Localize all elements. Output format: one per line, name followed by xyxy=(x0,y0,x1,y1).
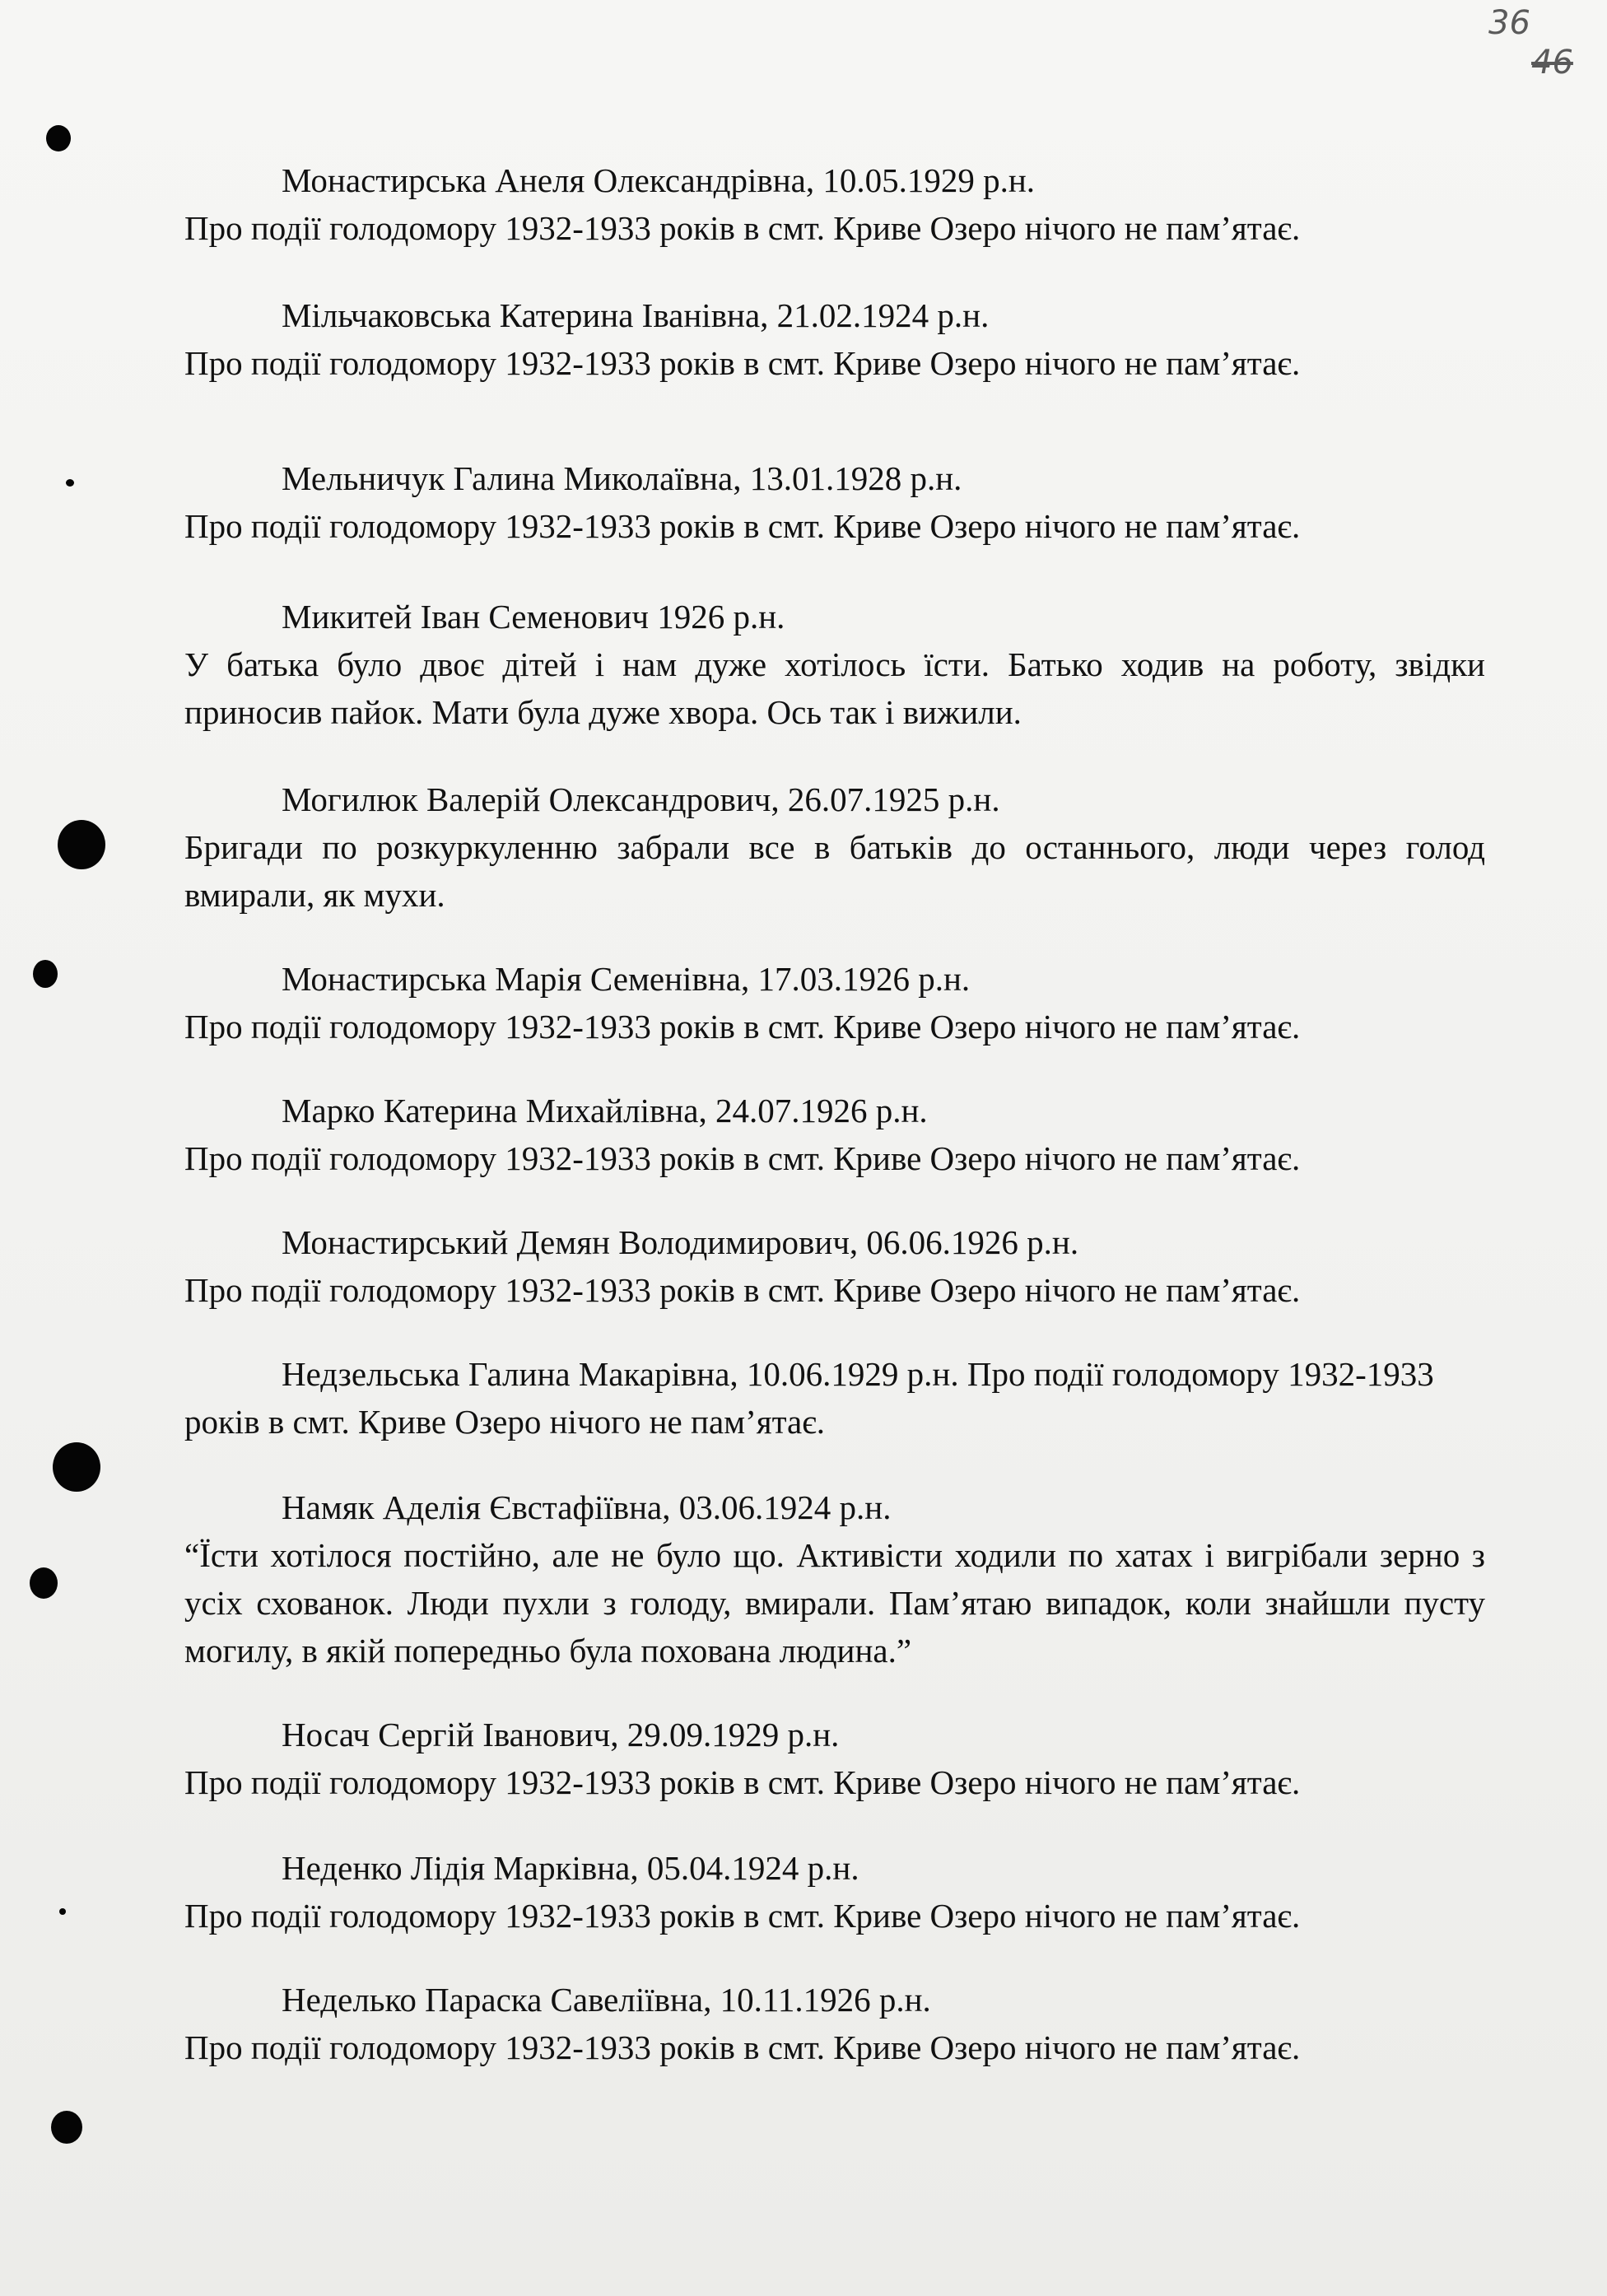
testimony-text: Про події голодомору 1932-1933 років в смт. Криве Озеро нічого не пам’ятає. xyxy=(184,1139,1301,1177)
punch-hole xyxy=(59,1908,66,1915)
page-number: 36 xyxy=(1488,4,1530,42)
person-name: Мельничук Галина Миколаївна, 13.01.1928 р.н. xyxy=(282,459,962,497)
testimony-entry xyxy=(184,1976,1485,2071)
testimony-entry xyxy=(184,291,1485,387)
person-name: Марко Катерина Михайлівна, 24.07.1926 р.н. xyxy=(282,1092,928,1129)
testimony-entry xyxy=(184,775,1485,919)
testimony-entry xyxy=(184,593,1485,736)
person-name: Монастирська Анеля Олександрівна, 10.05.1929 р.н. xyxy=(282,161,1036,199)
punch-hole xyxy=(53,1442,100,1492)
punch-hole xyxy=(33,960,58,988)
testimony-text: У батька було двоє дітей і нам дуже хотілось їсти. Батько ходив на роботу, звідки приносив пайок. Мати була дуже хвора. Ось так і вижили. xyxy=(184,645,1485,731)
testimony-text: Про події голодомору 1932-1933 років в смт. Криве Озеро нічого не пам’ятає. xyxy=(184,344,1301,382)
testimony-entry xyxy=(184,955,1485,1050)
testimony-entry xyxy=(184,1483,1485,1674)
testimony-text: Про події голодомору 1932-1933 років в смт. Криве Озеро нічого не пам’ятає. xyxy=(184,1355,1434,1441)
testimony-entry xyxy=(184,156,1485,252)
person-name: Носач Сергій Іванович, 29.09.1929 р.н. xyxy=(282,1716,840,1753)
person-name: Могилюк Валерій Олександрович, 26.07.1925 р.н. xyxy=(282,780,1000,818)
page-number-old: 46 xyxy=(1531,44,1573,82)
testimony-text: Про події голодомору 1932-1933 років в смт. Криве Озеро нічого не пам’ятає. xyxy=(184,2028,1301,2066)
testimony-paragraph xyxy=(184,1350,1485,1446)
testimony-text: Бригади по розкуркуленню забрали все в батьків до останнього, люди через голод вмирали, як мухи. xyxy=(184,828,1485,914)
person-name: Микитей Іван Семенович 1926 р.н. xyxy=(282,598,785,636)
punch-hole xyxy=(51,2111,82,2144)
testimony-entry xyxy=(184,1350,1485,1446)
testimony-entry xyxy=(184,454,1485,550)
testimony-text: Про події голодомору 1932-1933 років в смт. Криве Озеро нічого не пам’ятає. xyxy=(184,1271,1301,1309)
testimony-text: Про події голодомору 1932-1933 років в смт. Криве Озеро нічого не пам’ятає. xyxy=(184,1897,1301,1935)
testimony-text: Про події голодомору 1932-1933 років в смт. Криве Озеро нічого не пам’ятає. xyxy=(184,507,1301,545)
testimony-entry xyxy=(184,1218,1485,1314)
testimony-entry xyxy=(184,1087,1485,1182)
person-name: Монастирський Демян Володимирович, 06.06.1926 р.н. xyxy=(282,1223,1079,1261)
person-name: Неделько Параска Савеліївна, 10.11.1926 р.н. xyxy=(282,1981,931,2019)
punch-hole xyxy=(46,125,71,151)
person-name: Намяк Аделія Євстафіївна, 03.06.1924 р.н. xyxy=(282,1488,892,1526)
testimony-text: Про події голодомору 1932-1933 років в смт. Криве Озеро нічого не пам’ятає. xyxy=(184,1763,1301,1801)
punch-hole xyxy=(58,820,105,869)
testimony-entry xyxy=(184,1711,1485,1806)
person-name: Мільчаковська Катерина Іванівна, 21.02.1924 р.н. xyxy=(282,296,990,334)
person-name: Недзельська Галина Макарівна, 10.06.1929 р.н. xyxy=(282,1355,959,1393)
testimony-text: Про події голодомору 1932-1933 років в смт. Криве Озеро нічого не пам’ятає. xyxy=(184,1008,1301,1046)
testimony-text: Про події голодомору 1932-1933 років в смт. Криве Озеро нічого не пам’ятає. xyxy=(184,209,1301,247)
punch-hole xyxy=(66,479,74,487)
person-name: Монастирська Марія Семенівна, 17.03.1926 р.н. xyxy=(282,960,971,998)
testimony-text: “Їсти хотілося постійно, але не було що. Активісти ходили по хатах і вигрібали зерно з усіх схованок. Люди пухли з голоду, вмирали. Пам’ятаю випадок, коли знайшли пусту могилу, в якій попередньо була похована людина.” xyxy=(184,1536,1485,1670)
punch-hole xyxy=(30,1567,58,1599)
person-name: Неденко Лідія Марківна, 05.04.1924 р.н. xyxy=(282,1849,859,1887)
testimony-entry xyxy=(184,1844,1485,1940)
